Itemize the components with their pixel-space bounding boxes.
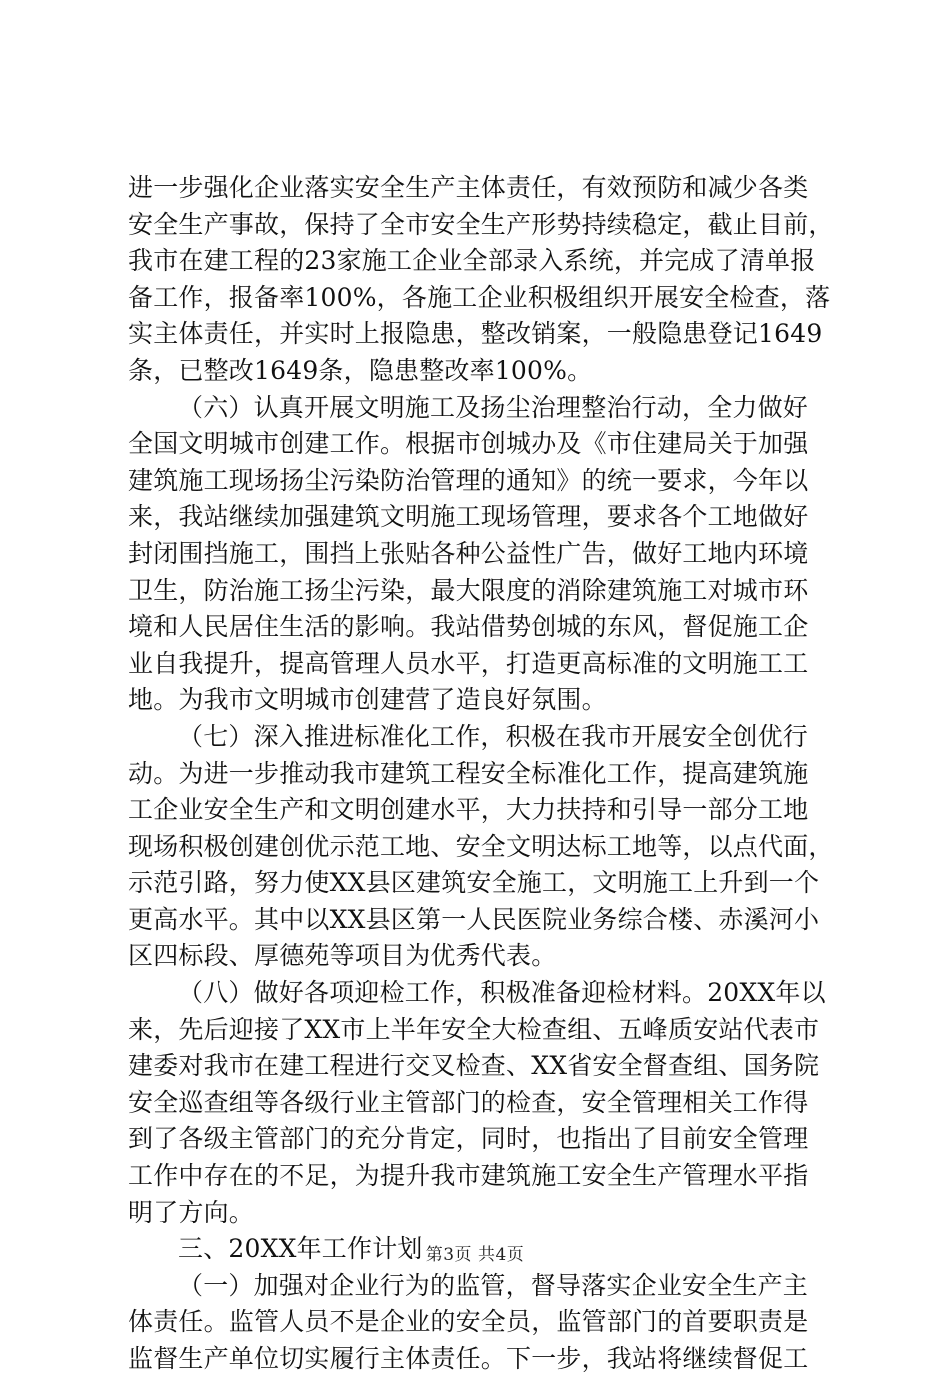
paragraph-start-line: （六）认真开展文明施工及扬尘治理整治行动，全力做好: [178, 392, 809, 422]
text-line: 封闭围挡施工，围挡上张贴各种公益性广告，做好工地内环境: [128, 538, 809, 568]
document-body: [128, 170, 834, 1378]
text-line: 体责任。监管人员不是企业的安全员，监管部门的首要职责是: [128, 1307, 809, 1337]
text-line: 区四标段、厚德苑等项目为优秀代表。: [128, 941, 557, 971]
text-line: 工企业安全生产和文明创建水平，大力扶持和引导一部分工地: [128, 795, 809, 825]
paragraph-start-line: （七）深入推进标准化工作，积极在我市开展安全创优行: [178, 721, 809, 751]
text-line: 到了各级主管部门的充分肯定，同时，也指出了目前安全管理: [128, 1124, 809, 1154]
text-line: 明了方向。: [128, 1197, 255, 1227]
text-line: 工作中存在的不足，为提升我市建筑施工安全生产管理水平指: [128, 1161, 809, 1191]
text-line: 地。为我市文明城市创建营了造良好氛围。: [128, 685, 607, 715]
text-line: 我市在建工程的23家施工企业全部录入系统，并完成了清单报: [128, 246, 816, 276]
text-line: 监督生产单位切实履行主体责任。下一步，我站将继续督促工: [128, 1344, 809, 1373]
paragraph-start-line: （八）做好各项迎检工作，积极准备迎检材料。20XX年以: [178, 978, 826, 1008]
text-line: 卫生，防治施工扬尘污染，最大限度的消除建筑施工对城市环: [128, 575, 809, 605]
text-line: 来，先后迎接了XX市上半年安全大检查组、五峰质安站代表市: [128, 1014, 820, 1044]
page-number-footer: 第3页 共4页: [425, 1245, 525, 1265]
text-line: 安全生产事故，保持了全市安全生产形势持续稳定，截止目前，: [128, 209, 834, 239]
text-line: 现场积极创建创优示范工地、安全文明达标工地等，以点代面，: [128, 831, 834, 861]
text-line: 实主体责任，并实时上报隐患，整改销案，一般隐患登记1649: [128, 319, 823, 349]
text-line: 示范引路，努力使XX县区建筑安全施工，文明施工上升到一个: [128, 868, 820, 898]
text-line: 动。为进一步推动我市建筑工程安全标准化工作，提高建筑施: [128, 758, 809, 788]
text-line: 备工作，报备率100%，各施工企业积极组织开展安全检查，落: [128, 282, 831, 312]
text-line: 建委对我市在建工程进行交叉检查、XX省安全督查组、国务院: [128, 1051, 820, 1081]
text-line: 安全巡查组等各级行业主管部门的检查，安全管理相关工作得: [128, 1087, 809, 1117]
paragraph-start-line: （一）加强对企业行为的监管，督导落实企业安全生产主: [178, 1270, 809, 1300]
text-line: 建筑施工现场扬尘污染防治管理的通知》的统一要求，今年以: [128, 465, 809, 495]
text-line: 业自我提升，提高管理人员水平，打造更高标准的文明施工工: [128, 648, 809, 678]
text-line: 更高水平。其中以XX县区第一人民医院业务综合楼、赤溪河小: [128, 904, 820, 934]
text-line: 来，我站继续加强建筑文明施工现场管理，要求各个工地做好: [128, 502, 809, 532]
text-line: 条，已整改1649条，隐患整改率100%。: [128, 355, 593, 385]
section-heading: 三、20XX年工作计划: [178, 1234, 423, 1264]
text-line: 全国文明城市创建工作。根据市创城办及《市住建局关于加强: [128, 429, 809, 459]
text-line: 境和人民居住生活的影响。我站借势创城的东风，督促施工企: [128, 612, 809, 642]
text-line: 进一步强化企业落实安全生产主体责任，有效预防和减少各类: [128, 173, 809, 202]
